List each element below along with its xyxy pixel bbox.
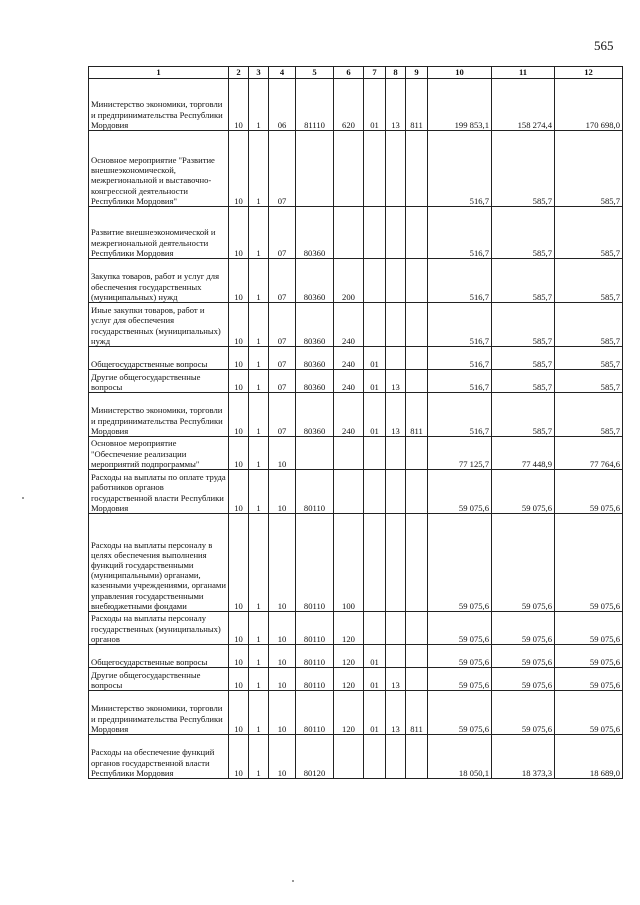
cell-c11: 585,7 bbox=[492, 303, 555, 347]
cell-c6: 100 bbox=[334, 514, 364, 612]
cell-c5: 80360 bbox=[296, 259, 334, 303]
cell-c6: 240 bbox=[334, 347, 364, 370]
cell-c6: 120 bbox=[334, 691, 364, 735]
cell-c7: 01 bbox=[364, 393, 386, 437]
cell-c4: 10 bbox=[269, 735, 296, 779]
cell-c9 bbox=[406, 131, 428, 207]
cell-c9: 811 bbox=[406, 691, 428, 735]
cell-c12: 585,7 bbox=[555, 370, 623, 393]
cell-c8: 13 bbox=[386, 691, 406, 735]
cell-c4: 10 bbox=[269, 470, 296, 514]
column-header: 9 bbox=[406, 67, 428, 79]
cell-c11: 585,7 bbox=[492, 207, 555, 259]
row-name: Министерство экономики, торговли и предпринимательства Республики Мордовия bbox=[89, 691, 229, 735]
row-name: Иные закупки товаров, работ и услуг для обеспечения государственных (муниципальных) нужд bbox=[89, 303, 229, 347]
cell-c8 bbox=[386, 470, 406, 514]
cell-c6 bbox=[334, 131, 364, 207]
column-header: 4 bbox=[269, 67, 296, 79]
column-header: 3 bbox=[249, 67, 269, 79]
cell-c4: 07 bbox=[269, 207, 296, 259]
cell-c4: 10 bbox=[269, 691, 296, 735]
cell-c6 bbox=[334, 437, 364, 470]
cell-c8 bbox=[386, 259, 406, 303]
cell-c5 bbox=[296, 131, 334, 207]
cell-c7 bbox=[364, 303, 386, 347]
table-row bbox=[89, 735, 623, 779]
cell-c6: 120 bbox=[334, 612, 364, 645]
cell-c8 bbox=[386, 612, 406, 645]
cell-c10: 59 075,6 bbox=[428, 691, 492, 735]
cell-c6: 240 bbox=[334, 303, 364, 347]
cell-c12: 170 698,0 bbox=[555, 79, 623, 131]
cell-c8 bbox=[386, 437, 406, 470]
cell-c2: 10 bbox=[229, 393, 249, 437]
cell-c3: 1 bbox=[249, 612, 269, 645]
cell-c11: 59 075,6 bbox=[492, 470, 555, 514]
scan-speck bbox=[292, 880, 294, 882]
cell-c2: 10 bbox=[229, 470, 249, 514]
cell-c9 bbox=[406, 437, 428, 470]
column-header: 12 bbox=[555, 67, 623, 79]
cell-c5: 80110 bbox=[296, 514, 334, 612]
cell-c8 bbox=[386, 735, 406, 779]
cell-c3: 1 bbox=[249, 259, 269, 303]
cell-c12: 585,7 bbox=[555, 347, 623, 370]
cell-c3: 1 bbox=[249, 131, 269, 207]
cell-c5: 80360 bbox=[296, 370, 334, 393]
scan-speck bbox=[22, 497, 24, 499]
cell-c8: 13 bbox=[386, 79, 406, 131]
table-row bbox=[89, 470, 623, 514]
cell-c7 bbox=[364, 735, 386, 779]
cell-c9 bbox=[406, 370, 428, 393]
cell-c10: 59 075,6 bbox=[428, 612, 492, 645]
cell-c6: 240 bbox=[334, 370, 364, 393]
cell-c5: 80110 bbox=[296, 668, 334, 691]
cell-c9 bbox=[406, 735, 428, 779]
cell-c12: 585,7 bbox=[555, 303, 623, 347]
cell-c11: 585,7 bbox=[492, 347, 555, 370]
table-row bbox=[89, 437, 623, 470]
cell-c6: 120 bbox=[334, 645, 364, 668]
table-row bbox=[89, 514, 623, 612]
cell-c10: 199 853,1 bbox=[428, 79, 492, 131]
cell-c6: 120 bbox=[334, 668, 364, 691]
cell-c4: 07 bbox=[269, 393, 296, 437]
cell-c2: 10 bbox=[229, 303, 249, 347]
cell-c7: 01 bbox=[364, 347, 386, 370]
column-header: 1 bbox=[89, 67, 229, 79]
cell-c4: 07 bbox=[269, 370, 296, 393]
cell-c8 bbox=[386, 514, 406, 612]
cell-c10: 77 125,7 bbox=[428, 437, 492, 470]
cell-c7: 01 bbox=[364, 370, 386, 393]
cell-c11: 585,7 bbox=[492, 370, 555, 393]
cell-c2: 10 bbox=[229, 668, 249, 691]
row-name: Общегосударственные вопросы bbox=[89, 645, 229, 668]
cell-c10: 516,7 bbox=[428, 303, 492, 347]
cell-c12: 585,7 bbox=[555, 131, 623, 207]
cell-c11: 59 075,6 bbox=[492, 691, 555, 735]
cell-c10: 59 075,6 bbox=[428, 668, 492, 691]
cell-c9 bbox=[406, 303, 428, 347]
page-number: 565 bbox=[594, 38, 614, 53]
cell-c3: 1 bbox=[249, 470, 269, 514]
cell-c8 bbox=[386, 207, 406, 259]
table-row bbox=[89, 668, 623, 691]
budget-table bbox=[88, 66, 623, 779]
cell-c2: 10 bbox=[229, 207, 249, 259]
cell-c6 bbox=[334, 735, 364, 779]
row-name: Расходы на выплаты по оплате труда работников органов государственной власти Республики Мордовия bbox=[89, 470, 229, 514]
cell-c3: 1 bbox=[249, 645, 269, 668]
column-header: 6 bbox=[334, 67, 364, 79]
cell-c10: 516,7 bbox=[428, 347, 492, 370]
cell-c10: 516,7 bbox=[428, 207, 492, 259]
cell-c2: 10 bbox=[229, 691, 249, 735]
row-name: Расходы на обеспечение функций органов государственной власти Республики Мордовия bbox=[89, 735, 229, 779]
cell-c12: 585,7 bbox=[555, 259, 623, 303]
cell-c12: 77 764,6 bbox=[555, 437, 623, 470]
cell-c11: 59 075,6 bbox=[492, 612, 555, 645]
cell-c7 bbox=[364, 131, 386, 207]
column-header: 2 bbox=[229, 67, 249, 79]
cell-c6 bbox=[334, 207, 364, 259]
cell-c8: 13 bbox=[386, 393, 406, 437]
cell-c3: 1 bbox=[249, 370, 269, 393]
cell-c4: 07 bbox=[269, 303, 296, 347]
cell-c10: 516,7 bbox=[428, 131, 492, 207]
cell-c5: 80360 bbox=[296, 207, 334, 259]
cell-c7 bbox=[364, 612, 386, 645]
column-header: 7 bbox=[364, 67, 386, 79]
cell-c10: 59 075,6 bbox=[428, 645, 492, 668]
cell-c9 bbox=[406, 612, 428, 645]
row-name: Основное мероприятие "Обеспечение реализации мероприятий подпрограммы" bbox=[89, 437, 229, 470]
table-body bbox=[89, 79, 623, 779]
cell-c12: 18 689,0 bbox=[555, 735, 623, 779]
cell-c8 bbox=[386, 645, 406, 668]
row-name: Закупка товаров, работ и услуг для обеспечения государственных (муниципальных) нужд bbox=[89, 259, 229, 303]
cell-c5: 80360 bbox=[296, 393, 334, 437]
cell-c4: 07 bbox=[269, 259, 296, 303]
cell-c9: 811 bbox=[406, 393, 428, 437]
cell-c2: 10 bbox=[229, 437, 249, 470]
cell-c6: 240 bbox=[334, 393, 364, 437]
cell-c4: 07 bbox=[269, 347, 296, 370]
cell-c4: 10 bbox=[269, 645, 296, 668]
cell-c8 bbox=[386, 303, 406, 347]
cell-c4: 10 bbox=[269, 514, 296, 612]
cell-c12: 585,7 bbox=[555, 207, 623, 259]
row-name: Развитие внешнеэкономической и межрегиональной деятельности Республики Мордовия bbox=[89, 207, 229, 259]
cell-c3: 1 bbox=[249, 303, 269, 347]
cell-c4: 06 bbox=[269, 79, 296, 131]
table-row bbox=[89, 612, 623, 645]
cell-c12: 585,7 bbox=[555, 393, 623, 437]
cell-c5 bbox=[296, 437, 334, 470]
cell-c2: 10 bbox=[229, 514, 249, 612]
table-row bbox=[89, 691, 623, 735]
cell-c4: 10 bbox=[269, 668, 296, 691]
cell-c8: 13 bbox=[386, 370, 406, 393]
cell-c3: 1 bbox=[249, 668, 269, 691]
cell-c11: 59 075,6 bbox=[492, 514, 555, 612]
cell-c4: 10 bbox=[269, 437, 296, 470]
cell-c7: 01 bbox=[364, 645, 386, 668]
cell-c12: 59 075,6 bbox=[555, 691, 623, 735]
cell-c6 bbox=[334, 470, 364, 514]
cell-c12: 59 075,6 bbox=[555, 645, 623, 668]
table-row bbox=[89, 131, 623, 207]
cell-c5: 80360 bbox=[296, 303, 334, 347]
cell-c11: 585,7 bbox=[492, 259, 555, 303]
cell-c9 bbox=[406, 514, 428, 612]
cell-c11: 18 373,3 bbox=[492, 735, 555, 779]
cell-c11: 158 274,4 bbox=[492, 79, 555, 131]
cell-c10: 18 050,1 bbox=[428, 735, 492, 779]
row-name: Общегосударственные вопросы bbox=[89, 347, 229, 370]
cell-c10: 59 075,6 bbox=[428, 514, 492, 612]
cell-c5: 80360 bbox=[296, 347, 334, 370]
cell-c5: 80110 bbox=[296, 612, 334, 645]
cell-c3: 1 bbox=[249, 393, 269, 437]
cell-c12: 59 075,6 bbox=[555, 612, 623, 645]
cell-c12: 59 075,6 bbox=[555, 514, 623, 612]
table-row bbox=[89, 207, 623, 259]
table-row bbox=[89, 347, 623, 370]
cell-c9 bbox=[406, 668, 428, 691]
cell-c3: 1 bbox=[249, 347, 269, 370]
cell-c11: 585,7 bbox=[492, 393, 555, 437]
cell-c7 bbox=[364, 437, 386, 470]
cell-c2: 10 bbox=[229, 735, 249, 779]
column-header: 10 bbox=[428, 67, 492, 79]
cell-c8: 13 bbox=[386, 668, 406, 691]
cell-c7: 01 bbox=[364, 691, 386, 735]
row-name: Основное мероприятие "Развитие внешнеэкономической, межрегиональной и выставочно-конгрессной деятельности Республики Мордовия" bbox=[89, 131, 229, 207]
table-header-row bbox=[89, 67, 623, 79]
cell-c10: 516,7 bbox=[428, 259, 492, 303]
cell-c7: 01 bbox=[364, 668, 386, 691]
cell-c2: 10 bbox=[229, 347, 249, 370]
cell-c6: 620 bbox=[334, 79, 364, 131]
cell-c11: 585,7 bbox=[492, 131, 555, 207]
table-row bbox=[89, 303, 623, 347]
cell-c12: 59 075,6 bbox=[555, 668, 623, 691]
cell-c2: 10 bbox=[229, 259, 249, 303]
cell-c11: 59 075,6 bbox=[492, 645, 555, 668]
row-name: Другие общегосударственные вопросы bbox=[89, 370, 229, 393]
table-row bbox=[89, 370, 623, 393]
cell-c11: 59 075,6 bbox=[492, 668, 555, 691]
row-name: Министерство экономики, торговли и предпринимательства Республики Мордовия bbox=[89, 79, 229, 131]
cell-c3: 1 bbox=[249, 79, 269, 131]
cell-c7 bbox=[364, 259, 386, 303]
table-row bbox=[89, 645, 623, 668]
cell-c9 bbox=[406, 207, 428, 259]
table-row bbox=[89, 79, 623, 131]
cell-c2: 10 bbox=[229, 79, 249, 131]
row-name: Министерство экономики, торговли и предпринимательства Республики Мордовия bbox=[89, 393, 229, 437]
cell-c2: 10 bbox=[229, 370, 249, 393]
cell-c3: 1 bbox=[249, 437, 269, 470]
cell-c2: 10 bbox=[229, 612, 249, 645]
cell-c12: 59 075,6 bbox=[555, 470, 623, 514]
cell-c5: 80110 bbox=[296, 470, 334, 514]
cell-c7 bbox=[364, 514, 386, 612]
cell-c3: 1 bbox=[249, 207, 269, 259]
cell-c10: 516,7 bbox=[428, 393, 492, 437]
cell-c7 bbox=[364, 470, 386, 514]
cell-c7: 01 bbox=[364, 79, 386, 131]
cell-c8 bbox=[386, 131, 406, 207]
cell-c9: 811 bbox=[406, 79, 428, 131]
cell-c4: 07 bbox=[269, 131, 296, 207]
cell-c3: 1 bbox=[249, 514, 269, 612]
cell-c6: 200 bbox=[334, 259, 364, 303]
row-name: Расходы на выплаты персоналу в целях обеспечения выполнения функций государственными (муниципальными) органами, казенными учреждениями, органами управления государственными внебюджетными фондами bbox=[89, 514, 229, 612]
cell-c7 bbox=[364, 207, 386, 259]
cell-c8 bbox=[386, 347, 406, 370]
cell-c5: 80110 bbox=[296, 691, 334, 735]
table-row bbox=[89, 259, 623, 303]
column-header: 5 bbox=[296, 67, 334, 79]
row-name: Расходы на выплаты персоналу государственных (муниципальных) органов bbox=[89, 612, 229, 645]
cell-c5: 80120 bbox=[296, 735, 334, 779]
cell-c9 bbox=[406, 259, 428, 303]
cell-c9 bbox=[406, 645, 428, 668]
cell-c11: 77 448,9 bbox=[492, 437, 555, 470]
cell-c3: 1 bbox=[249, 691, 269, 735]
cell-c2: 10 bbox=[229, 131, 249, 207]
cell-c10: 59 075,6 bbox=[428, 470, 492, 514]
cell-c5: 80110 bbox=[296, 645, 334, 668]
cell-c9 bbox=[406, 470, 428, 514]
cell-c5: 81110 bbox=[296, 79, 334, 131]
column-header: 11 bbox=[492, 67, 555, 79]
table-row bbox=[89, 393, 623, 437]
cell-c3: 1 bbox=[249, 735, 269, 779]
column-header: 8 bbox=[386, 67, 406, 79]
cell-c4: 10 bbox=[269, 612, 296, 645]
cell-c2: 10 bbox=[229, 645, 249, 668]
cell-c9 bbox=[406, 347, 428, 370]
cell-c10: 516,7 bbox=[428, 370, 492, 393]
row-name: Другие общегосударственные вопросы bbox=[89, 668, 229, 691]
